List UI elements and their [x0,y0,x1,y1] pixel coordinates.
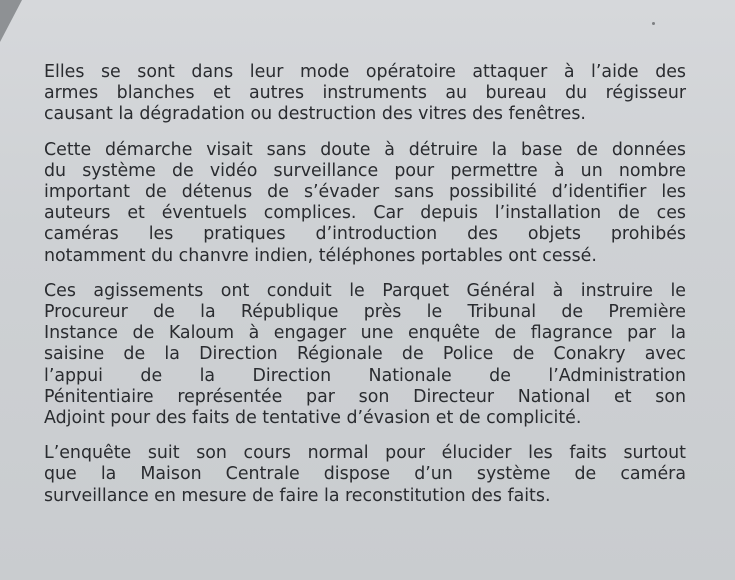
text-line: saisine de la Direction Régionale de Police de Conakry avec [44,344,686,365]
text-line: Instance de Kaloum à engager une enquête de flagrance par la [44,323,686,344]
text-line: causant la dégradation ou destruction des vitres des fenêtres. [44,104,586,125]
text-line: Cette démarche visait sans doute à détruire la base de données [44,139,686,160]
text-line: notamment du chanvre indien, téléphones portables ont cessé. [44,245,597,266]
text-line: Elles se sont dans leur mode opératoire attaquer à l’aide des [44,62,686,82]
text-line: que la Maison Centrale dispose d’un système de caméra [44,464,686,485]
text-line: important de détenus de s’évader sans possibilité d’identifier les [44,182,686,203]
paragraph-2 [44,140,686,267]
text-line: caméras les pratiques d’introduction des objets prohibés [44,224,686,245]
text-line: Pénitentiaire représentée par son Directeur National et son [44,386,686,407]
paragraph-3 [44,281,686,429]
text-line: Ces agissements ont conduit le Parquet Général à instruire le [44,280,686,301]
paragraph-4 [44,443,686,507]
text-line: armes blanches et autres instruments au bureau du régisseur [44,83,686,104]
page-corner-shadow [0,0,22,42]
paper-speck [652,22,655,25]
text-line: Adjoint pour des faits de tentative d’évasion et de complicité. [44,408,582,429]
text-line: Procureur de la République près le Tribunal de Première [44,302,686,323]
text-line: L’enquête suit son cours normal pour élucider les faits surtout [44,443,686,464]
text-line: auteurs et éventuels complices. Car depuis l’installation de ces [44,203,686,224]
text-line: du système de vidéo surveillance pour permettre à un nombre [44,160,686,181]
text-line: l’appui de la Direction Nationale de l’Administration [44,365,686,386]
document-body [44,62,686,521]
paragraph-1 [44,62,686,126]
text-line: surveillance en mesure de faire la reconstitution des faits. [44,485,551,506]
